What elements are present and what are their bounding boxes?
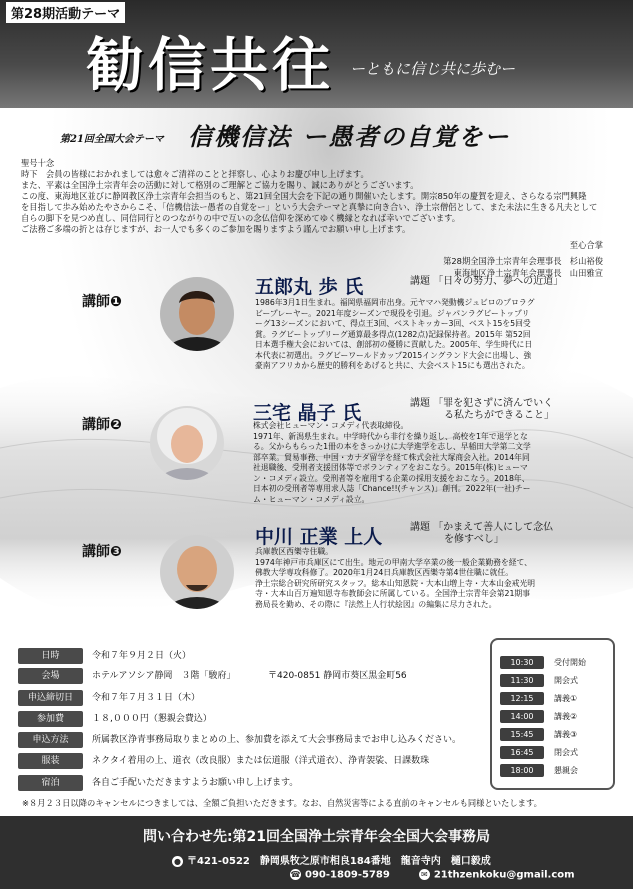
lecturer-3-topic <box>410 522 553 546</box>
letter-line: ご法務ご多端の折とは存じますが、お一人でも多くのご参加を賜りますよう謹んでお願い申し上げます。 <box>21 224 411 234</box>
bio-line: 賞。ラグビートップリーグ通算最多得点(1282点)記録保持者。2015年 第52回 <box>255 329 531 339</box>
bio-line: 1986年3月1日生まれ。福岡県福岡市出身。元ヤマハ発動機ジュビロのプロラグ <box>255 298 535 307</box>
letter-line: を目指して歩み始めたやさからこそ、「信機信法ー愚者の自覚をー」という大会テーマと真摯に向き合い、浄土宗僧侶として、また未法に生きる凡夫として <box>21 202 598 212</box>
schedule-row <box>500 728 608 741</box>
bio-line: 兵庫教区西樂寺住職。 <box>255 547 333 556</box>
lecturer-1-name: 五郎丸 歩 氏 <box>255 276 364 298</box>
lecturer-2-name: 三宅 晶子 氏 <box>253 402 362 424</box>
lecturer-2-topic <box>410 398 554 422</box>
schedule-event: 講義② <box>554 712 578 721</box>
info-label: 宿泊 <box>18 775 83 791</box>
bio-line: 務局長を勤め、その際に『法然上人行状絵図』の編集に尽力された。 <box>255 599 497 609</box>
bio-line: 浄土宗総合研究所研究スタッフ。総本山知恩院・大本山増上寺・大本山金戒光明 <box>255 578 536 588</box>
letter-line: 時下 会員の皆様におかれましては愈々ご清祥のことと拝察し、心よりお慶び申し上げます。 <box>21 169 369 179</box>
info-label: 会場 <box>18 668 83 684</box>
info-value: ホテルアソシア静岡 ３階「駿府」 <box>92 671 236 681</box>
signer-2: 東海地区浄土宗青年会理事長 山田雅宣 <box>453 268 603 278</box>
bio-line: 社退職後、受刑者支援団体等でボランティアをおこなう。2015年(株)ヒューマ <box>253 463 528 472</box>
info-label: 申込方法 <box>18 732 83 748</box>
lecturer-1-label: 講師❶ <box>82 294 122 310</box>
bio-line: る。父からもらった1冊の本をきっかけに大学進学を志し、早稲田大学第二文学 <box>253 442 531 451</box>
info-value: 各自ご手配いただきますようお願い申し上げます。 <box>92 778 299 788</box>
footer-address <box>172 852 491 867</box>
address-text: 〒421-0522 静岡県牧之原市相良184番地 龍音寺内 樋口毅成 <box>187 856 491 867</box>
main-subtitle: ーともに信じ共に歩むー <box>350 60 516 78</box>
lecturer-3-name: 中川 正業 上人 <box>255 526 383 548</box>
schedule-time: 12:15 <box>500 692 544 705</box>
topic-text-2: を修すべし」 <box>444 534 504 545</box>
schedule-row <box>500 710 608 723</box>
lecturer-1-bio <box>255 298 600 372</box>
phone-text[interactable]: 090-1809-5789 <box>305 869 390 881</box>
email-text[interactable]: 21thzenkoku@gmail.com <box>433 869 575 881</box>
info-label: 日時 <box>18 648 83 664</box>
schedule-time: 16:45 <box>500 746 544 759</box>
schedule-time: 15:45 <box>500 728 544 741</box>
topic-prefix: 講題 <box>410 398 430 409</box>
schedule-time: 10:30 <box>500 656 544 669</box>
info-value: 令和７年９月２日（火） <box>92 651 192 661</box>
topic-text-1: 「かまえて善人にして念仏 <box>433 522 554 533</box>
schedule-event: 閉会式 <box>554 748 578 757</box>
lecturer-2-photo <box>150 406 224 480</box>
info-row-fee <box>18 711 483 727</box>
bio-line: 本代表に初選出。ラグビーワールドカップ2015イングランド大会に出場し、強 <box>255 350 532 360</box>
schedule-time: 11:30 <box>500 674 544 687</box>
letter-line: 自らの脚下を見つめ直し、同信同行とのつながりの中で互いの念仏信仰を深めてゆく機縁となれば幸いでございます。 <box>21 213 461 223</box>
signer-1: 第28期全国浄土宗青年会理事長 杉山裕俊 <box>443 256 603 266</box>
bio-line: 株式会社ヒューマン・コメディ代表取締役。 <box>253 421 409 430</box>
info-value: ネクタイ着用の上、道衣（改良服）または伝道服（洋式道衣）、浄青袈裟、日課数珠 <box>92 756 430 766</box>
info-value-address: 〒420-0851 静岡市葵区黒金町56 <box>268 671 407 681</box>
theme-label: 第21回全国大会テーマ <box>60 134 164 145</box>
topic-prefix: 講題 <box>410 522 430 533</box>
info-label: 申込締切日 <box>18 690 83 706</box>
bio-line: 日本初の受刑者等専用求人誌「Chance!!(チャンス)」創刊。2022年(一社)チー <box>253 484 531 493</box>
schedule-event: 開会式 <box>554 676 578 685</box>
letter-line: また、平素は全国浄土宗青年会の活動に対して格別のご理解とご協力を賜り、誠にありがとうございます。 <box>21 180 419 190</box>
greeting-letter <box>21 158 616 235</box>
schedule-box <box>490 638 615 790</box>
person-pin-icon: ● <box>172 856 183 867</box>
lecturer-1-topic <box>410 276 563 288</box>
bio-line: ーグ13シーズンにおいて、得点王3回、ベストキッカー3回、ベスト15を5回受 <box>255 319 531 328</box>
letter-line: 聖号十念 <box>21 158 55 168</box>
lecturer-3-label: 講師❸ <box>82 544 122 560</box>
theme-text: 信機信法 ー愚者の自覚をー <box>188 122 511 151</box>
info-row-deadline <box>18 690 483 706</box>
bio-line: 1971年、新潟県生まれ。中学時代から非行を繰り返し、高校を1年で退学とな <box>253 431 528 441</box>
bio-line: 部卒業。貿易事務、中国・カナダ留学を経て株式会社大塚商会入社。2014年同 <box>253 452 530 462</box>
lecturer-2-bio <box>253 421 598 505</box>
schedule-row <box>500 656 608 669</box>
info-row-application <box>18 732 483 748</box>
schedule-event: 受付開始 <box>554 658 586 667</box>
schedule-time: 14:00 <box>500 710 544 723</box>
schedule-row <box>500 764 608 777</box>
schedule-row <box>500 746 608 759</box>
info-value: １８,０００円（懇親会費込） <box>92 714 212 724</box>
main-title: 勧信共往 <box>86 31 335 99</box>
letter-line: この度、東海地区並びに静岡教区浄土宗青年会担当のもと、第21回全国大会を下記の通り開催いたします。開宗850年の慶賀を迎え、さらなる宗門興隆 <box>21 191 587 201</box>
schedule-row <box>500 692 608 705</box>
schedule-event: 講義③ <box>554 730 578 739</box>
info-row-venue <box>18 668 483 684</box>
mail-icon: ✉ <box>419 869 430 880</box>
info-row-date <box>18 648 483 664</box>
lecturer-1-photo <box>160 277 234 351</box>
info-label: 参加費 <box>18 711 83 727</box>
info-value: 所属教区浄青事務局取りまとめの上、参加費を添えて大会事務局までお申し込みください。 <box>92 735 462 745</box>
bio-line: 日本選手権大会においては、創部初の優勝に貢献した。2005年、学生時代に日 <box>255 340 533 349</box>
bio-line: 佛教大学専攻科修了。2020年1月24日兵庫教区西樂寺第4世住職に就任。 <box>255 568 513 577</box>
bio-line: ム・ヒューマン・コメディ設立。 <box>253 494 370 504</box>
topic-prefix: 講題 <box>410 276 430 287</box>
topic-text: 「日々の努力、夢への近道」 <box>433 276 564 287</box>
footer-title: 問い合わせ先:第21回全国浄土宗青年会全国大会事務局 <box>142 829 491 845</box>
bio-line: 豪南アフリカから歴史的勝利をあげると共に、大会ベスト15にも選出された。 <box>255 361 530 370</box>
lecturer-3-bio <box>255 547 600 610</box>
bio-line: 1974年神戸市兵庫区にて出生。地元の甲南大学卒業の後一般企業勤務を経て、 <box>255 557 532 567</box>
info-row-lodging <box>18 775 483 791</box>
closing: 至心合掌 <box>569 240 603 250</box>
schedule-event: 講義① <box>554 694 578 703</box>
bio-line: ビープレーヤー。2021年度シーズンで現役を引退。ジャパンラグビートップリ <box>255 308 530 318</box>
bio-line: ン・コメディ設立。受刑者等を雇用する企業の採用支援をおこなう。2018年、 <box>253 473 530 483</box>
info-row-attire <box>18 753 483 769</box>
schedule-row <box>500 674 608 687</box>
footer-contact <box>290 869 575 881</box>
schedule-time: 18:00 <box>500 764 544 777</box>
bio-line: 寺・大本山百万遍知恩寺布教師会に所属している。全国浄土宗青年会第21期事 <box>255 589 531 598</box>
term-tag: 第28期活動テーマ <box>6 2 125 23</box>
schedule-event: 懇親会 <box>554 766 578 775</box>
phone-icon: ☎ <box>290 870 301 879</box>
info-value: 令和７年７月３１日（木） <box>92 693 201 703</box>
info-label: 服装 <box>18 753 83 769</box>
lecturer-3-photo <box>160 535 234 609</box>
topic-text-2: る私たちができること」 <box>444 410 554 421</box>
topic-text-1: 「罪を犯さずに済んでいく <box>433 398 554 409</box>
lecturer-2-label: 講師❷ <box>82 417 122 433</box>
cancellation-note: ※８月２３日以降のキャンセルにつきましては、全額ご負担いただきます。なお、自然災害等による直前のキャンセルも同様といたします。 <box>22 798 542 808</box>
